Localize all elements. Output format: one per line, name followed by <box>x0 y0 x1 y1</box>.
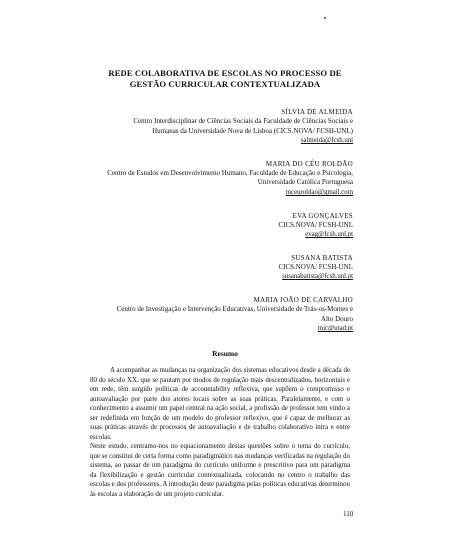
abstract-body <box>90 366 350 499</box>
author-affiliation: Humanas da Universidade Nova de Lisboa (CICS.NOVA/ FCSH-UNL) <box>152 126 353 135</box>
author-name: MARIA DO CÉU ROLDÃO <box>265 159 353 168</box>
author-affiliation: Centro Interdisciplinar de Ciências Sociais da Faculdade de Ciências Sociais e <box>133 117 353 125</box>
author-affiliation: Centro de Investigação e Intervenção Educativas, Universidade de Trás-os-Montes e <box>116 304 353 313</box>
author-email[interactable]: mceuroldao@gmail.com <box>285 188 353 196</box>
author-email[interactable]: mjc@utad.pt <box>317 325 353 333</box>
author-affiliation: Universidade Católica Portuguesa <box>257 178 353 187</box>
author-name: MARIA JOÃO DE CARVALHO <box>253 295 353 304</box>
author-email[interactable]: evag@fcsh.unl.pt <box>305 231 353 239</box>
title-line-1: REDE COLABORATIVA DE ESCOLAS NO PROCESSO DE <box>108 68 342 78</box>
abstract-paragraph: A acompanhar as mudanças na organização dos sistemas educativos desde a década de 80 do século XX, que se pautam por modos de regulação mais descentralizados, horizontais e em rede, têm surgido políticas de accountability reflexiva, que supõem o compromisso e autoavaliação por parte dos atores locais sobre as suas práticas. Paralelamente, e com o conhecimento a assumir um papel central na ação social, a profissão de professor tem vindo a ser redefinida em função de um modelo do professor reflexivo, que é capaz de melhorar as suas práticas através de processos de autoavaliação e de trabalho colaborativo intra e entre escolas. <box>90 367 350 441</box>
author-block <box>90 295 353 334</box>
abstract-heading: Resumo <box>212 349 238 358</box>
author-block <box>90 253 353 282</box>
page-number: 110 <box>343 510 354 518</box>
author-email[interactable]: salmeida@fcsh.unl <box>300 137 353 145</box>
paper-title <box>60 68 390 90</box>
page-mark <box>324 17 326 19</box>
author-affiliation: CICS.NOVA/ FCSH-UNL <box>278 220 353 229</box>
abstract-paragraph: Neste estudo, centramo-nos no equacionamento destas questões sobre o tema do currículo, que se constitui de certa forma como paradigmático nas mudanças verificadas na regulação do sistema, ao passar de um paradigma do currículo uniforme e prescritivo para um paradigma da flexibilização e gestão curricular contextualizada, colocando no centro o trabalho das escolas e dos professores. A introdução deste paradigma pelas políticas educativas determinou às escolas a elaboração de um projeto curricular. <box>90 443 351 498</box>
author-name: SÍLVIA DE ALMEIDA <box>281 108 353 116</box>
author-list <box>90 107 353 347</box>
author-block <box>90 107 353 146</box>
author-affiliation: Alto Douro <box>320 314 353 323</box>
author-block <box>90 159 353 198</box>
author-affiliation: CICS.NOVA/ FCSH-UNL <box>278 262 353 271</box>
title-line-2: GESTÃO CURRICULAR CONTEXTUALIZADA <box>129 79 321 89</box>
author-affiliation: Centro de Estudos em Desenvolvimento Humano, Faculdade de Educação e Psicologia, <box>107 168 353 177</box>
author-name: EVA GONÇALVES <box>292 211 353 220</box>
author-block <box>90 211 353 240</box>
author-name: SUSANA BATISTA <box>291 253 353 262</box>
author-email[interactable]: susanabatista@fcsh.unl.pt <box>282 273 353 281</box>
